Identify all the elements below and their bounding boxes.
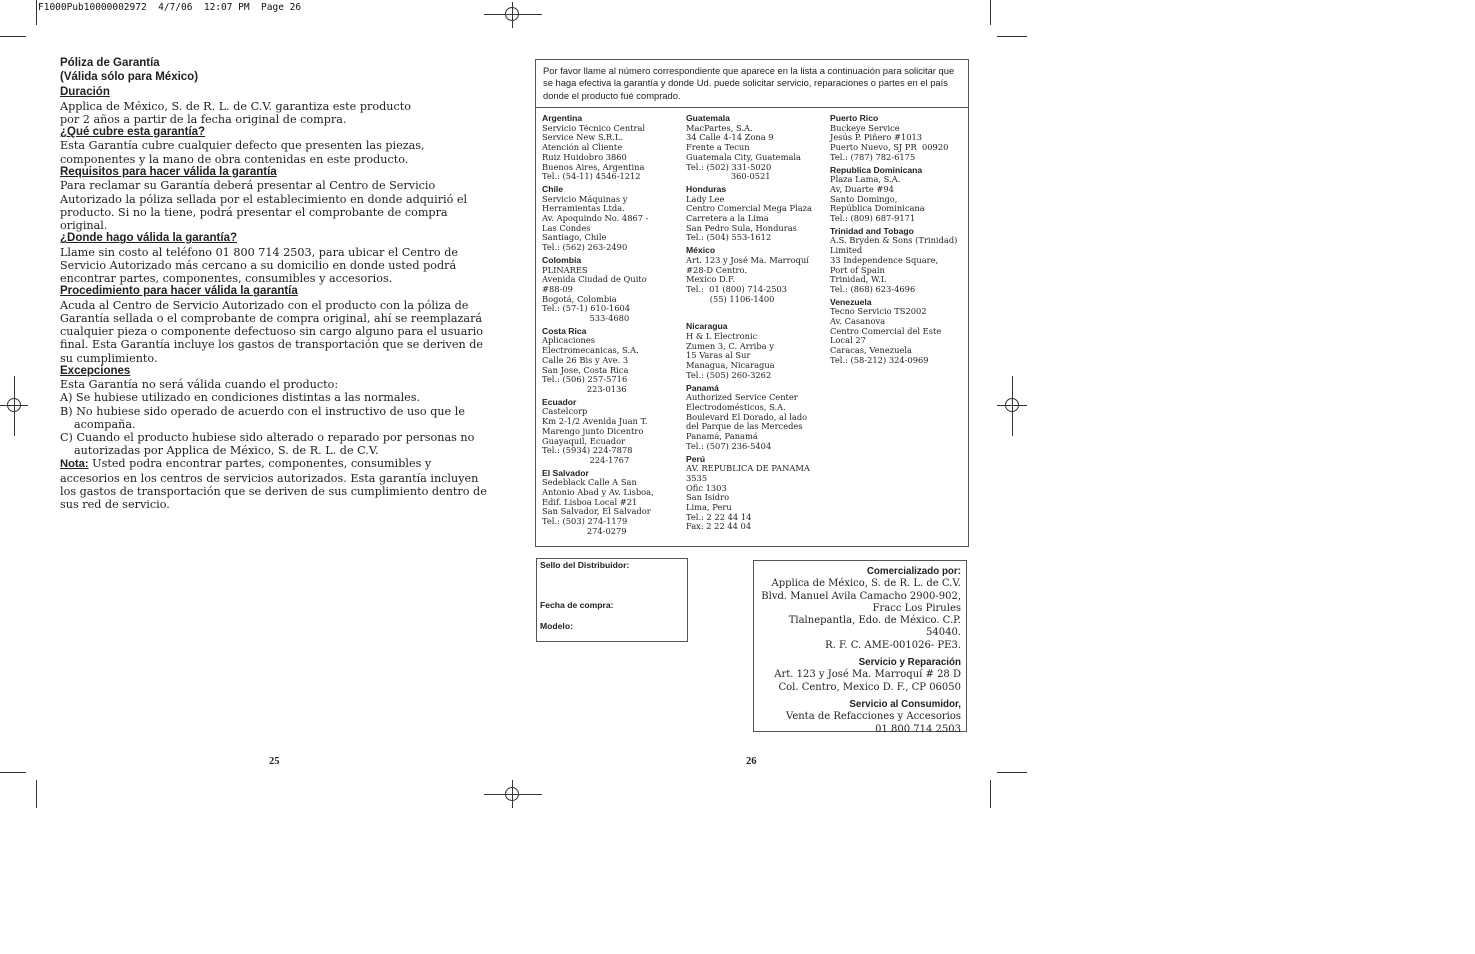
address-line: Carretera a la Lima xyxy=(686,213,769,224)
nota-paragraph xyxy=(60,457,490,511)
company-rfc: R. F. C. AME-001026- PE3. xyxy=(825,639,961,651)
service-address-2: Col. Centro, Mexico D. F., CP 06050 xyxy=(778,681,961,693)
donde-paragraph: Llame sin costo al teléfono 01 800 714 2503, para ubicar el Centro de Servicio Autorizado más cercano a su domicilio en donde usted podrá encontrar partes, componentes, consumibles y accesorios. xyxy=(60,245,459,286)
address-line: Electromecanicas, S.A. xyxy=(542,345,639,356)
address-line: 274-0279 xyxy=(542,525,627,536)
address-line: Santo Domingo, xyxy=(830,193,898,204)
address-line: Frente a Tecun xyxy=(686,142,750,153)
company-address-3: Tlalnepantla, Edo. de México. C.P. 54040. xyxy=(788,615,961,639)
address-line: San Salvador, El Salvador xyxy=(542,506,651,517)
address-line: Las Condes xyxy=(542,222,591,233)
address-line: Buenos Aires, Argentina xyxy=(542,161,645,172)
address-line: Av. Casanova xyxy=(830,316,886,327)
address-line: 223-0136 xyxy=(542,383,627,394)
nota-text: Usted podra encontrar partes, componentes, consumibles y accesorios en los centros de servicios autorizados. Esta garantía incluyen los gastos de transportación que se deriven de sus cumplimiento dentro de sus red de servicio. xyxy=(60,457,487,512)
warranty-title: Póliza de Garantía xyxy=(60,57,160,69)
duracion-line-1: Applica de México, S. de R. L. de C.V. garantiza este producto xyxy=(60,99,411,113)
address-line: AV. REPUBLICA DE PANAMA xyxy=(686,463,810,474)
country-name: Ecuador xyxy=(542,396,577,407)
address-line: Art. 123 y José Ma. Marroquí xyxy=(686,254,809,265)
address-line: Tel.: (58-212) 324-0969 xyxy=(830,354,929,365)
address-line: Tel.: (504) 553-1612 xyxy=(686,232,772,243)
duracion-line-2: por 2 años a partir de la fecha original de compra. xyxy=(60,112,347,126)
address-line: del Parque de las Mercedes xyxy=(686,421,803,432)
warranty-subtitle: (Válida sólo para México) xyxy=(60,70,199,83)
address-line: Tel.: (562) 263-2490 xyxy=(542,242,628,253)
address-line: Castelcorp xyxy=(542,406,588,417)
country-name: Puerto Rico xyxy=(830,113,879,123)
address-line: Guatemala City, Guatemala xyxy=(686,151,801,162)
service-address-1: Art. 123 y José Ma. Marroquí # 28 D xyxy=(774,669,961,681)
excepcion-a: A) Se hubiese utilizado en condiciones distintas a las normales. xyxy=(60,391,421,405)
address-line: Mexico D.F. xyxy=(686,274,736,285)
country-name: México xyxy=(686,245,716,256)
excepcion-c: C) Cuando el producto hubiese sido alterado o reparado por personas no autorizadas por Applica de México, S. de R. L. de C.V. xyxy=(60,431,475,458)
address-line: PLINARES xyxy=(542,264,588,275)
address-line: Tel.: 01 (800) 714-2503 xyxy=(686,283,788,294)
address-line: Tel.: (5934) 224-7878 xyxy=(542,445,633,456)
requisitos-heading: Requisitos para hacer válida la garantía xyxy=(60,165,277,178)
requisitos-paragraph: Para reclamar su Garantía deberá presentar al Centro de Servicio Autorizado la póliza sellada por el establecimiento en donde adquirió el producto. Si no la tiene, podrá presentar el comprobante de compra original. xyxy=(60,179,468,232)
comercializado-box xyxy=(753,560,967,735)
directory-column-2 xyxy=(686,114,826,532)
address-line: Avenida Ciudad de Quito xyxy=(542,274,647,285)
address-line: San Jose, Costa Rica xyxy=(542,364,629,375)
procedimiento-heading: Procedimiento para hacer válida la garantía xyxy=(60,285,298,298)
address-line: Marengo junto Dicentro xyxy=(542,425,644,436)
address-line: Santiago, Chile xyxy=(542,232,607,243)
excepcion-b: B) No hubiese sido operado de acuerdo con el instructivo de uso que le acompaña. xyxy=(60,404,465,431)
address-line: 15 Varas al Sur xyxy=(686,350,751,361)
address-line: Ruiz Huidobro 3860 xyxy=(542,151,627,162)
address-line: Centro Comercial del Este xyxy=(830,325,942,336)
address-line: Lima, Peru xyxy=(686,502,732,513)
nota-label: Nota: xyxy=(60,458,89,471)
address-line: Aplicaciones xyxy=(542,335,596,346)
servicio-reparacion-heading: Servicio y Reparación xyxy=(858,657,961,669)
address-line: Trinidad, W.I. xyxy=(830,274,887,285)
address-line: Ofic 1303 xyxy=(686,482,727,493)
country-name: Republica Dominicana xyxy=(830,164,923,175)
country-name: Trinidad and Tobago xyxy=(830,225,914,236)
address-line: Tel.: (57-1) 610-1604 xyxy=(542,303,631,314)
address-line: H & L Electronic xyxy=(686,331,758,342)
donde-heading: ¿Donde hago válida la garantía? xyxy=(60,232,238,245)
warranty-text xyxy=(60,57,490,511)
address-line: Edif. Lisboa Local #21 xyxy=(542,496,638,507)
directory-column-1 xyxy=(542,114,682,537)
address-line: Sedeblack Calle A San xyxy=(542,477,637,488)
company-address-2: Fracc Los Pirules xyxy=(872,602,961,614)
address-line: Service New S.R.L. xyxy=(542,132,624,143)
address-line: Local 27 xyxy=(830,335,866,346)
address-line: 34 Calle 4-14 Zona 9 xyxy=(686,132,774,143)
address-line: San Pedro Sula, Honduras xyxy=(686,222,797,233)
consumer-service-phone: 01 800 714 2503 xyxy=(875,723,961,735)
address-line: Tel.: 2 22 44 14 xyxy=(686,511,752,522)
address-line: Atención al Cliente xyxy=(542,142,623,153)
distributor-stamp-box xyxy=(536,558,688,642)
address-line: Av. Apoquindo No. 4867 - xyxy=(542,213,649,224)
address-line: Tel.: (503) 274-1179 xyxy=(542,516,628,527)
country-name: Costa Rica xyxy=(542,325,587,336)
address-line: San Isidro xyxy=(686,492,730,503)
page-number-right: 26 xyxy=(746,756,757,767)
servicio-consumidor-heading: Servicio al Consumidor, xyxy=(849,698,961,710)
address-line: Tel.: (502) 331-5020 xyxy=(686,161,772,172)
address-line: 360-0521 xyxy=(686,171,771,182)
directory-intro: Por favor llame al número correspondiente que aparece en la lista a continuación para solicitar que se haga efectiva la garantía y donde Ud. puede solicitar servicio, reparaciones o partes en el país donde el producto fué comprado. xyxy=(536,60,968,108)
address-line: Tel.: (505) 260-3262 xyxy=(686,369,772,380)
company-name: Applica de México, S. de R. L. de C.V. xyxy=(771,578,961,590)
address-line: Limited xyxy=(830,245,863,256)
address-line: Jesús P. Piñero #1013 xyxy=(830,132,923,143)
company-address-1: Blvd. Manuel Avila Camacho 2900-902, xyxy=(761,590,961,602)
country-name: Colombia xyxy=(542,254,582,265)
address-line: Zumen 3, C. Arriba y xyxy=(686,340,774,351)
address-line: Puerto Nuevo, SJ PR 00920 xyxy=(830,142,949,153)
address-line: Lady Lee xyxy=(686,193,725,204)
address-line: Managua, Nicaragua xyxy=(686,360,775,371)
address-line: Servicio Máquinas y xyxy=(542,193,628,204)
address-line: Tel.: (809) 687-9171 xyxy=(830,213,916,224)
address-line: #88-09 xyxy=(542,283,573,294)
duracion-heading: Duración xyxy=(60,86,110,98)
address-line: Boulevard El Dorado, al lado xyxy=(686,411,808,422)
address-line: Av, Duarte #94 xyxy=(830,183,894,194)
address-line: 224-1767 xyxy=(542,454,630,465)
excepciones-heading: Excepciones xyxy=(60,364,131,377)
directory-column-3 xyxy=(830,114,970,366)
fecha-compra-label: Fecha de compra: xyxy=(540,600,614,610)
address-line: Port of Spain xyxy=(830,264,885,275)
address-line: Herramientas Ltda. xyxy=(542,203,625,214)
page-number-left: 25 xyxy=(269,756,280,767)
country-name: Argentina xyxy=(542,113,583,123)
country-name: Guatemala xyxy=(686,113,730,123)
comercializado-heading: Comercializado por: xyxy=(866,566,961,577)
cubre-heading: ¿Qué cubre esta garantía? xyxy=(60,125,206,138)
address-line: Antonio Abad y Av. Lisboa, xyxy=(542,487,654,498)
country-name: Venezuela xyxy=(830,296,872,307)
excepciones-intro: Esta Garantía no será válida cuando el producto: xyxy=(60,378,339,392)
address-line: Plaza Lama, S.A. xyxy=(830,174,901,185)
address-line: Km 2-1/2 Avenida Juan T. xyxy=(542,416,648,427)
address-line: Authorized Service Center xyxy=(686,392,798,403)
address-line: Tel.: (506) 257-5716 xyxy=(542,374,628,385)
modelo-label: Modelo: xyxy=(540,621,573,631)
address-line: Tel.: (507) 236-5404 xyxy=(686,440,772,451)
country-name: Perú xyxy=(686,453,706,464)
address-line: 3535 xyxy=(686,472,708,483)
address-line: Fax: 2 22 44 04 xyxy=(686,521,752,532)
address-line: Calle 26 Bis y Ave. 3 xyxy=(542,354,629,365)
address-line: República Dominicana xyxy=(830,203,925,214)
address-line: #28-D Centro. xyxy=(686,264,747,275)
country-name: Nicaragua xyxy=(686,321,728,332)
address-line: Tel.: (54-11) 4546-1212 xyxy=(542,171,641,182)
address-line: Guayaquil, Ecuador xyxy=(542,435,626,446)
service-directory-box xyxy=(535,59,969,547)
address-line: Electrodomésticos, S.A. xyxy=(686,401,786,412)
address-line: 33 Independence Square, xyxy=(830,254,939,265)
address-line: Tel.: (868) 623-4696 xyxy=(830,283,916,294)
address-line: Bogotá, Colombia xyxy=(542,293,617,304)
address-line: (55) 1106-1400 xyxy=(686,293,775,304)
address-line: MacPartes, S.A. xyxy=(686,122,753,133)
country-name: Honduras xyxy=(686,183,727,194)
address-line: 533-4680 xyxy=(542,313,630,324)
address-line: Tecno Servicio TS2002 xyxy=(830,306,927,317)
consumer-service-text: Venta de Refacciones y Accesorios xyxy=(786,711,961,723)
country-name: Chile xyxy=(542,183,564,194)
address-line: Caracas, Venezuela xyxy=(830,345,912,356)
address-line: Buckeye Service xyxy=(830,122,900,133)
country-name: El Salvador xyxy=(542,467,589,478)
printer-slug: F1000Pub10000002972 4/7/06 12:07 PM Page 26 xyxy=(38,2,302,13)
address-line: A.S. Bryden & Sons (Trinidad) xyxy=(830,235,958,246)
address-line: Tel.: (787) 782-6175 xyxy=(830,151,916,162)
address-line: Servicio Técnico Central xyxy=(542,122,646,133)
address-line: Centro Comercial Mega Plaza xyxy=(686,203,812,214)
procedimiento-paragraph: Acuda al Centro de Servicio Autorizado con el producto con la póliza de Garantía sellada o el comprobante de compra original, ahí se reemplazará cualquier pieza o componente defectuoso sin cargo alguno para el usuario final. Esta Garantía incluye los gastos de transportación que se deriven de su cumplimiento. xyxy=(60,298,484,365)
cubre-paragraph: Esta Garantía cubre cualquier defecto que presenten las piezas, componentes y la mano de obra contenidas en este producto. xyxy=(60,139,425,166)
address-line: Panamá, Panamá xyxy=(686,431,758,442)
sello-label: Sello del Distribuidor: xyxy=(540,560,630,570)
country-name: Panamá xyxy=(686,382,719,393)
